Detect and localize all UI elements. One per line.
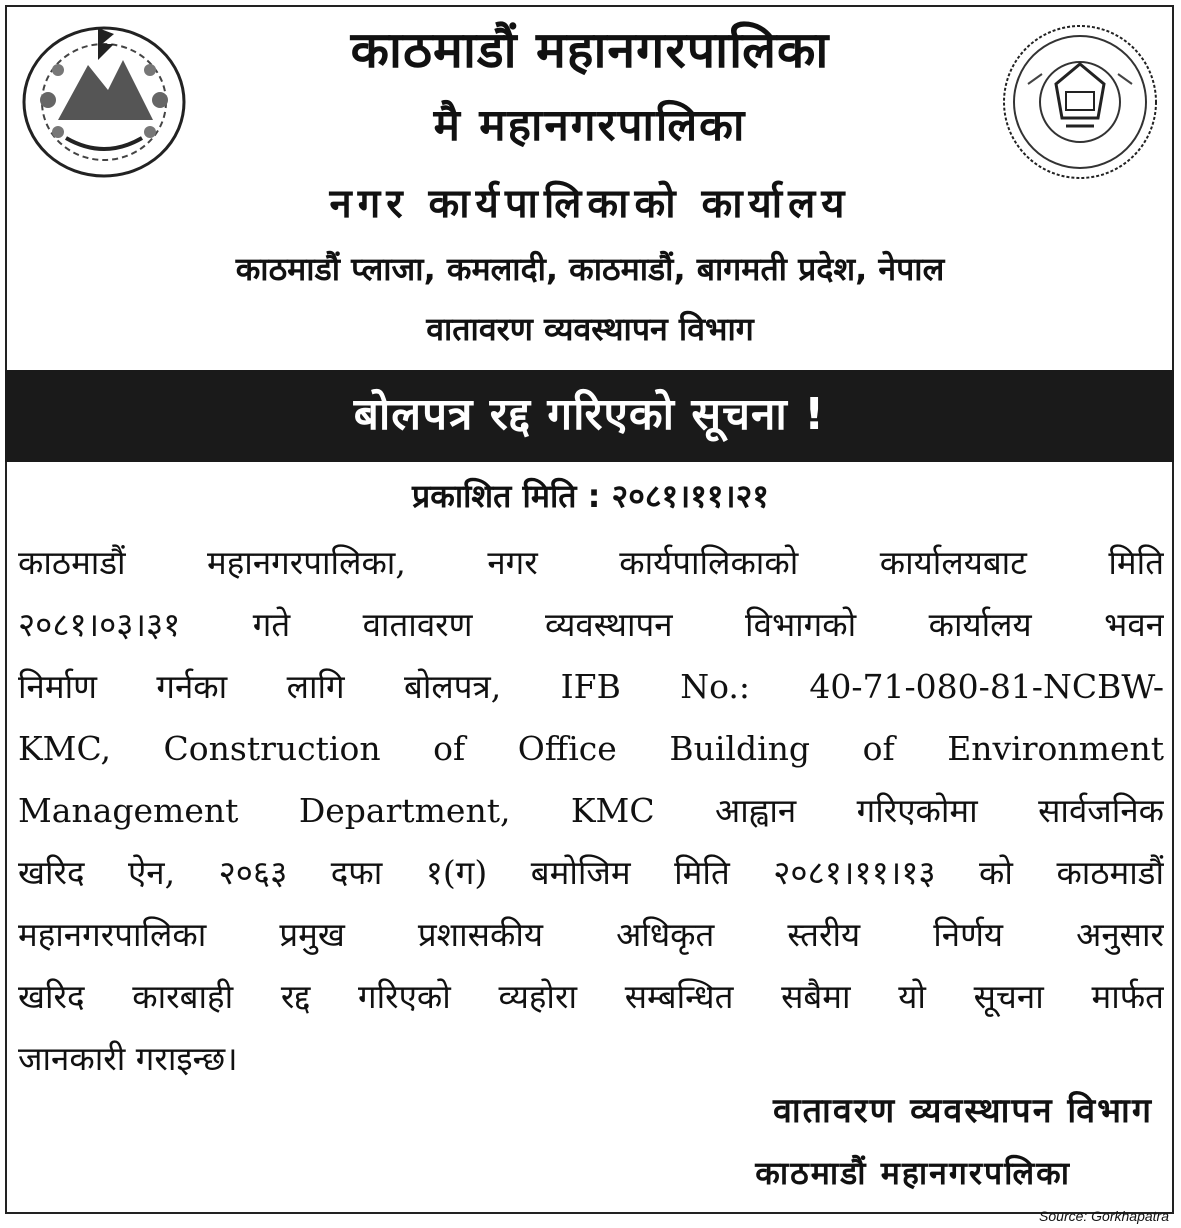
office-address: काठमाडौं प्लाजा, कमलादी, काठमाडौं, बागमती प्रदेश, नेपाल [235,250,945,288]
nepal-emblem-icon [18,20,190,180]
kmc-seal-icon [1000,22,1160,182]
notice-heading: बोलपत्र रद्द गरिएको सूचना ! [5,370,1174,462]
department-name: वातावरण व्यवस्थापन विभाग [426,310,754,348]
body-line: निर्माण गर्नका लागि बोलपत्र, IFB No.: 40-71-080-81-NCBW- [18,667,1164,706]
body-line: जानकारी गराइन्छ। [18,1039,238,1078]
published-date: प्रकाशित मिति : २०८१।११।२१ [412,477,769,515]
signature-department: वातावरण व्यवस्थापन विभाग [772,1091,1153,1131]
signature-municipality: काठमाडौं महानगरपलिका [755,1154,1071,1192]
office-name: नगर कार्यपालिकाको कार्यालय [329,181,851,227]
municipality-title: काठमाडौं महानगरपालिका [350,21,830,79]
body-line: खरिद ऐन, २०६३ दफा १(ग) बमोजिम मिति २०८१।११।१३ को काठमाडौं [18,853,1164,892]
notice-body [18,532,1164,1090]
body-line: महानगरपालिका प्रमुख प्रशासकीय अधिकृत स्तरीय निर्णय अनुसार [18,915,1164,954]
body-line: Management Department, KMC आह्वान गरिएकोमा सार्वजनिक [18,791,1164,830]
source-credit: Source: Gorkhapatra [1039,1208,1169,1224]
body-line: खरिद कारबाही रद्द गरिएको व्यहोरा सम्बन्धित सबैमा यो सूचना मार्फत [18,977,1164,1016]
body-line: काठमाडौं महानगरपालिका, नगर कार्यपालिकाको कार्यालयबाट मिति [18,543,1164,582]
body-line: २०८१।०३।३१ गते वातावरण व्यवस्थापन विभागको कार्यालय भवन [18,605,1164,644]
body-line: KMC, Construction of Office Building of Environment [18,729,1164,768]
municipality-subtitle: मै महानगरपालिका [433,100,747,151]
